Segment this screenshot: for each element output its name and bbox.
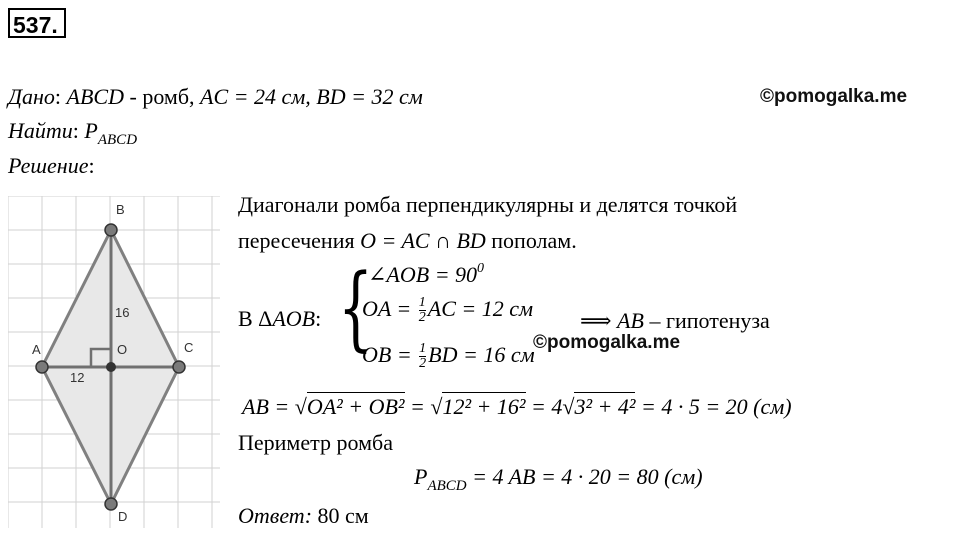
system-intro bbox=[238, 306, 321, 332]
point-b bbox=[105, 224, 117, 236]
eq2-b: AC = 12 см bbox=[427, 296, 534, 321]
eq3-b: BD = 16 см bbox=[428, 342, 535, 367]
given-ac: AC = 24 см, bbox=[200, 84, 317, 109]
perimeter-label: Периметр ромба bbox=[238, 430, 393, 455]
system-intro-c: : bbox=[315, 306, 322, 331]
system-eq-3 bbox=[362, 342, 535, 371]
eq2-fraction bbox=[419, 296, 426, 325]
hyp-ab: AB bbox=[617, 308, 644, 333]
find-sub: ABCD bbox=[97, 132, 138, 148]
eq3-fraction bbox=[419, 342, 426, 371]
sqrt-sign-2: √ bbox=[430, 394, 443, 419]
point-a bbox=[36, 361, 48, 373]
find-label: Найти bbox=[8, 118, 73, 143]
answer-line bbox=[238, 503, 369, 529]
point-o bbox=[106, 362, 116, 372]
text-line-2-c: пополам. bbox=[485, 228, 577, 253]
rhombus-figure bbox=[8, 196, 220, 528]
sqrt-sign-3: √ bbox=[562, 394, 575, 419]
perimeter-formula bbox=[414, 464, 703, 494]
point-d bbox=[105, 498, 117, 510]
given-label: Дано bbox=[8, 84, 55, 109]
eq3-frac-num: 1 bbox=[419, 341, 427, 357]
calc-g: = 4 · 5 = 20 (см) bbox=[635, 394, 792, 419]
eq2-frac-den: 2 bbox=[418, 310, 426, 326]
eq2-a: OA = bbox=[362, 296, 417, 321]
implies-arrow: ⟹ bbox=[580, 308, 618, 333]
hypotenuse-line bbox=[580, 308, 770, 334]
label-o: O bbox=[117, 342, 128, 357]
sqrt-sign-1: √ bbox=[294, 394, 307, 419]
calc-line bbox=[242, 394, 792, 420]
watermark-middle: ©pomogalka.me bbox=[533, 332, 681, 353]
calc-e: = 4 bbox=[525, 394, 563, 419]
system-intro-b: AOB bbox=[272, 306, 316, 331]
eq2-frac-num: 1 bbox=[418, 295, 426, 311]
watermark-top: ©pomogalka.me bbox=[760, 86, 908, 107]
given-bd: BD = 32 см bbox=[316, 84, 423, 109]
eq1-degree: 0 bbox=[477, 261, 485, 276]
text-line-2 bbox=[238, 228, 577, 254]
calc-a: AB = bbox=[242, 394, 295, 419]
calc-b: OA² + OB² bbox=[306, 394, 405, 419]
text-line-2-a: пересечения bbox=[238, 228, 361, 253]
point-c bbox=[173, 361, 185, 373]
problem-number: 537. bbox=[8, 8, 66, 38]
system-eq-2 bbox=[362, 296, 533, 325]
label-c: C bbox=[184, 340, 194, 355]
given-rhombus: - ромб, bbox=[124, 84, 201, 109]
system-eq-1 bbox=[368, 262, 484, 288]
label-a: A bbox=[32, 342, 41, 357]
label-d: D bbox=[118, 509, 128, 524]
eq3-frac-den: 2 bbox=[419, 356, 427, 372]
solution-line: Решение: bbox=[8, 153, 95, 178]
system-intro-a: В Δ bbox=[238, 306, 273, 331]
eq1-text: ∠AOB = 90 bbox=[368, 262, 478, 287]
given-line: Дано: ABCD - ромб, AC = 24 см, BD = 32 см bbox=[8, 84, 423, 109]
answer-value: 80 см bbox=[312, 503, 369, 528]
eq3-a: OB = bbox=[362, 342, 418, 367]
system-brace: { bbox=[338, 254, 374, 361]
given-abcd: ABCD bbox=[66, 84, 124, 109]
find-p: P bbox=[84, 118, 98, 143]
solution-label: Решение bbox=[8, 153, 89, 178]
text-line-2-b: O = AC ∩ BD bbox=[360, 228, 486, 253]
answer-label: Ответ: bbox=[238, 503, 313, 528]
find-line: Найти: $P_{ABCD}$ bbox=[8, 118, 138, 148]
calc-d: 12² + 16² bbox=[442, 394, 526, 419]
label-12: 12 bbox=[70, 370, 85, 385]
calc-c: = bbox=[404, 394, 431, 419]
perimeter-sub: ABCD bbox=[427, 478, 467, 494]
calc-f: 3² + 4² bbox=[574, 394, 636, 419]
hyp-text: – гипотенуза bbox=[643, 308, 770, 333]
perimeter-rest: = 4 AB = 4 · 20 = 80 (см) bbox=[466, 464, 703, 489]
label-b: B bbox=[116, 202, 125, 217]
text-line-1: Диагонали ромба перпендикулярны и делятся точкой bbox=[238, 192, 738, 217]
label-16: 16 bbox=[115, 305, 130, 320]
perimeter-p: P bbox=[414, 464, 428, 489]
